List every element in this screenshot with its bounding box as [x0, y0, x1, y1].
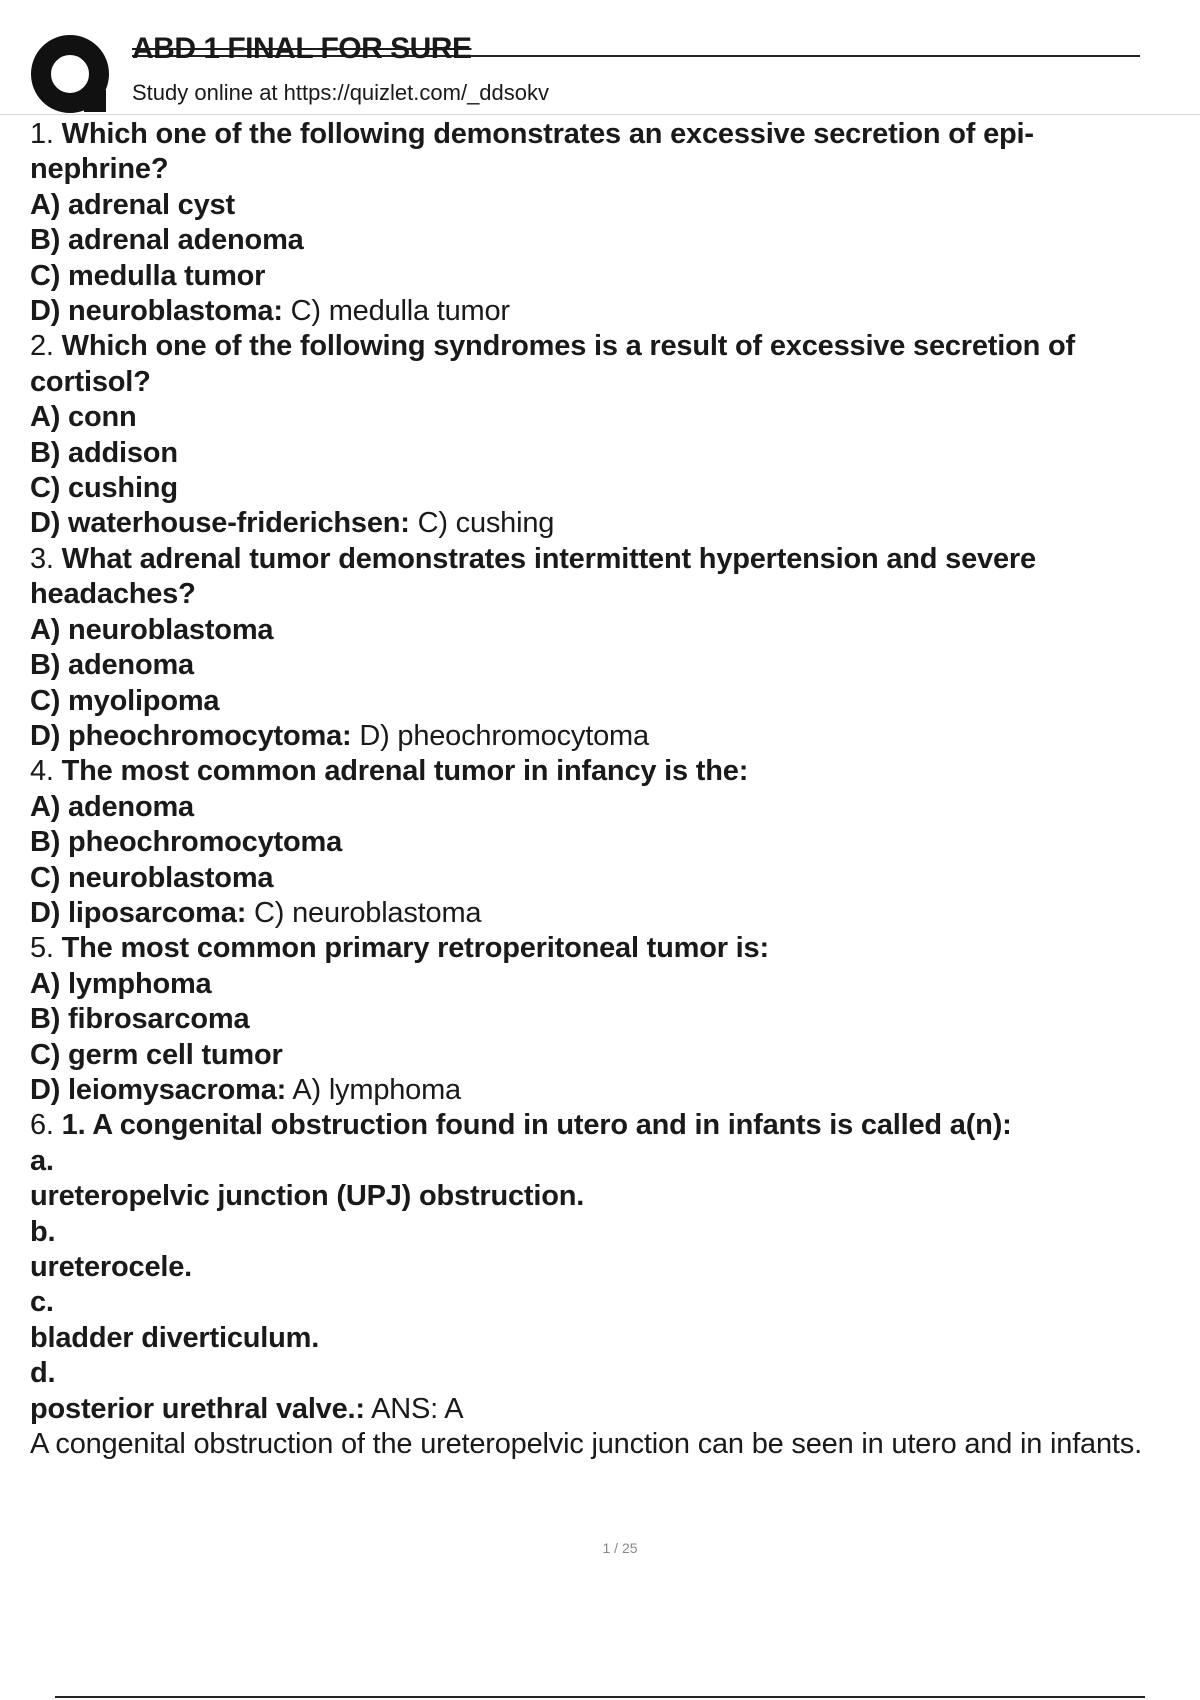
answer-option: A) lymphoma	[30, 967, 212, 1000]
question-text: Which one of the following syndromes is a result of excessive secretion of	[61, 330, 1075, 363]
question-line	[30, 329, 1200, 364]
answer-option: ureteropelvic junction (UPJ) obstruction.	[30, 1180, 585, 1213]
answer-option: D) leiomysacroma: A) lymphoma	[30, 1073, 461, 1106]
question-number: 1.	[30, 118, 54, 150]
answer-option: B) fibrosarcoma	[30, 1003, 250, 1036]
correct-answer: D) pheochromocytoma	[359, 719, 649, 752]
answer-option: bladder diverticulum.	[30, 1321, 320, 1354]
answer-option: b.	[30, 1215, 56, 1248]
question-line: nephrine?	[30, 153, 169, 186]
correct-answer: C) cushing	[417, 507, 555, 540]
answer-option: D) pheochromocytoma: D) pheochromocytoma	[30, 719, 649, 752]
answer-option: D) waterhouse-friderichsen: C) cushing	[30, 507, 555, 540]
question-number: 6.	[30, 1109, 54, 1142]
answer-explanation: A congenital obstruction of the ureteropelvic junction can be seen in utero and in infants.	[30, 1428, 1142, 1461]
answer-option: posterior urethral valve.: ANS: A	[30, 1392, 464, 1425]
answer-option: A) adenoma	[30, 790, 194, 823]
document-title: ABD 1 FINAL FOR SURE	[132, 32, 472, 65]
answer-option: c.	[30, 1286, 54, 1319]
header-divider	[0, 114, 1200, 115]
question-number: 4.	[30, 755, 54, 788]
question-number: 3.	[30, 542, 54, 575]
question-text: What adrenal tumor demonstrates intermittent hypertension and severe	[61, 542, 1036, 575]
answer-option: B) pheochromocytoma	[30, 826, 343, 859]
question-line: cortisol?	[30, 365, 151, 398]
correct-answer: C) medulla tumor	[290, 295, 510, 328]
question-line	[30, 117, 1200, 152]
question-text: The most common primary retroperitoneal tumor is:	[61, 932, 769, 965]
question-text: The most common adrenal tumor in infancy is the:	[61, 755, 749, 788]
answer-option: C) neuroblastoma	[30, 861, 274, 894]
question-text: 1. A congenital obstruction found in utero and in infants is called a(n):	[61, 1109, 1012, 1142]
answer-option: B) adenoma	[30, 649, 194, 682]
answer-option: B) adrenal adenoma	[30, 224, 304, 257]
question-line: headaches?	[30, 578, 196, 611]
question-line	[30, 931, 1200, 966]
flashcard-list	[30, 117, 1200, 1462]
answer-option: C) germ cell tumor	[30, 1038, 283, 1071]
answer-option: A) conn	[30, 401, 137, 434]
answer-option: B) addison	[30, 436, 178, 469]
question-line	[30, 542, 1200, 577]
answer-option: C) cushing	[30, 472, 178, 505]
document-subtitle: Study online at https://quizlet.com/_ddsokv	[132, 80, 550, 105]
answer-option: d.	[30, 1357, 56, 1390]
answer-option: a.	[30, 1144, 54, 1177]
answer-option: C) myolipoma	[30, 684, 220, 717]
answer-option: C) medulla tumor	[30, 259, 266, 292]
footer-rule	[55, 1696, 1145, 1698]
document-header	[30, 30, 1140, 116]
correct-answer: C) neuroblastoma	[254, 896, 482, 929]
quizlet-logo-icon	[30, 34, 112, 116]
question-text: Which one of the following demonstrates an excessive secretion of epi-	[61, 118, 1034, 150]
question-number: 2.	[30, 330, 54, 363]
answer-option: D) liposarcoma: C) neuroblastoma	[30, 896, 482, 929]
answer-option: ureterocele.	[30, 1251, 193, 1283]
answer-option: A) adrenal cyst	[30, 188, 235, 221]
correct-answer: A) lymphoma	[292, 1073, 461, 1106]
question-number: 5.	[30, 932, 54, 965]
answer-option: D) neuroblastoma: C) medulla tumor	[30, 295, 510, 328]
question-line	[30, 1108, 1200, 1143]
page-indicator: 1 / 25	[602, 1540, 638, 1556]
question-line	[30, 754, 1200, 789]
correct-answer: ANS: A	[371, 1392, 464, 1425]
answer-option: A) neuroblastoma	[30, 613, 274, 646]
